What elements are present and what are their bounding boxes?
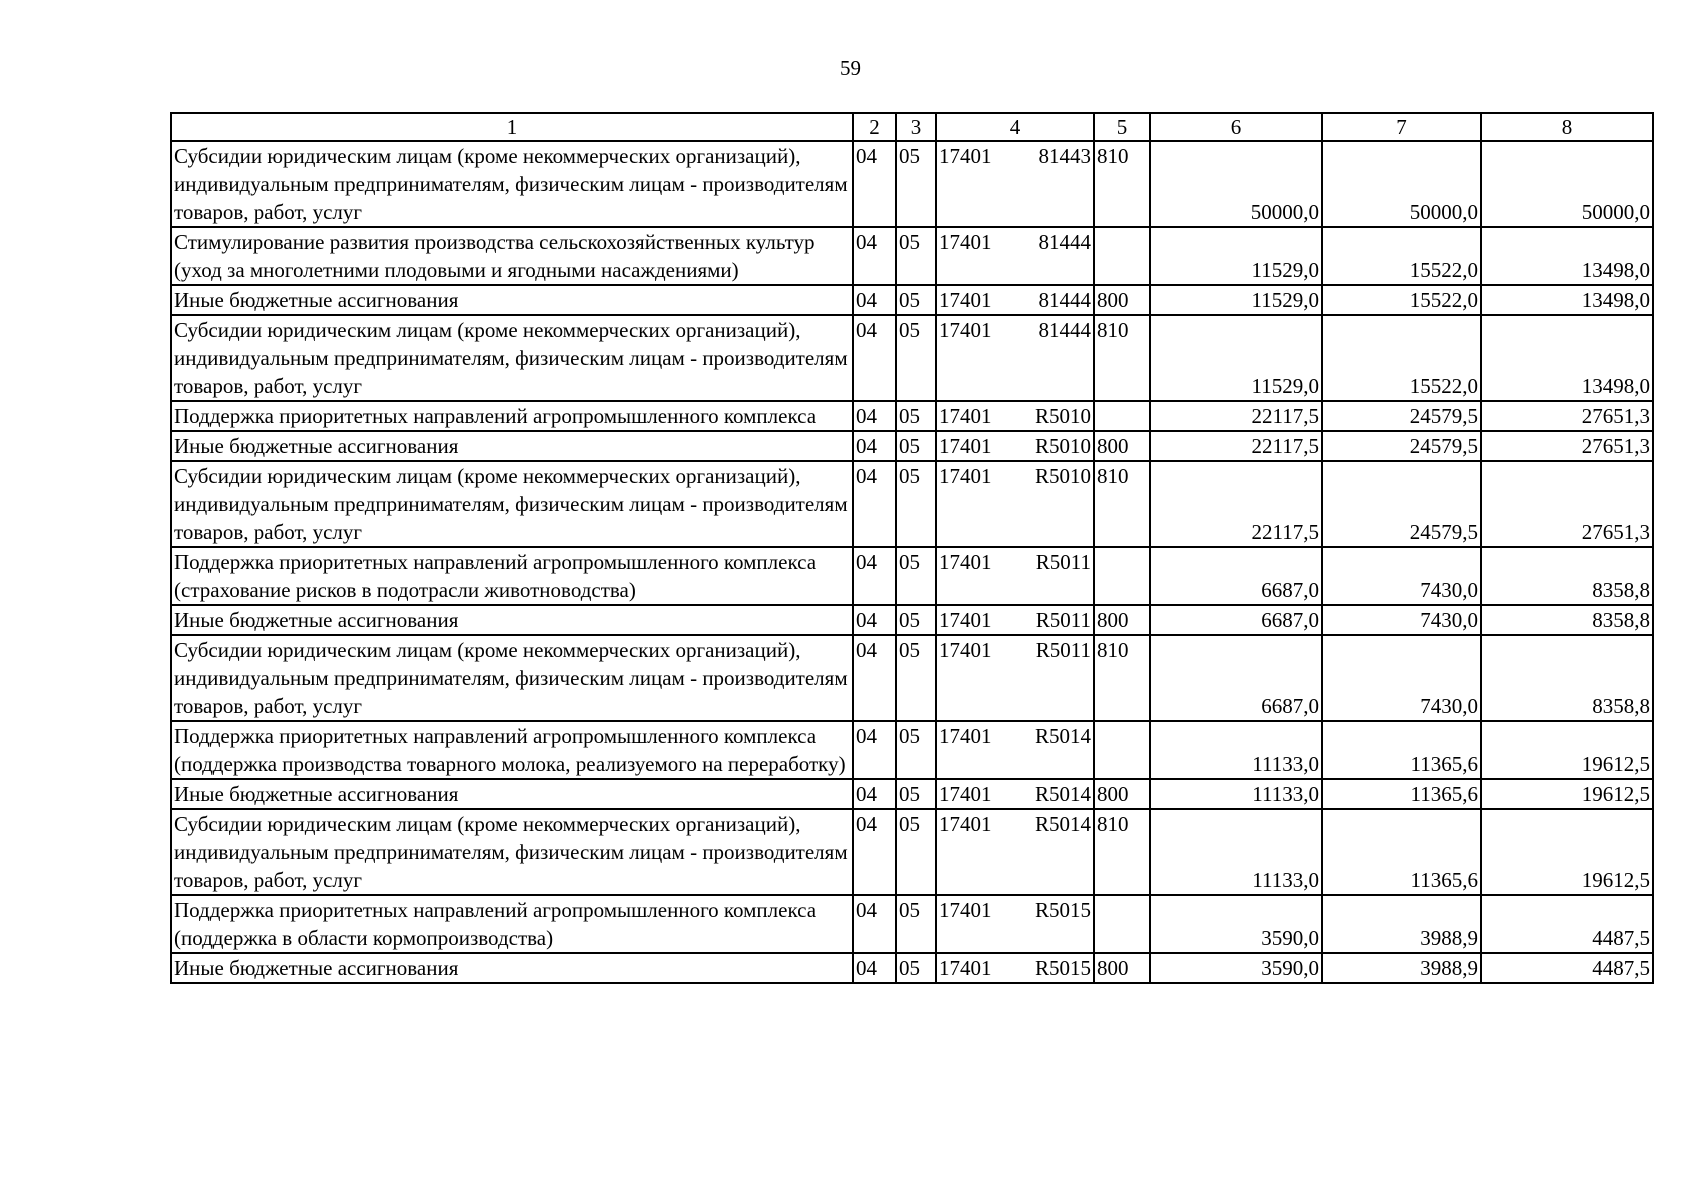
table-row (171, 895, 1653, 953)
row-description: Поддержка приоритетных направлений агропромышленного комплекса (страхование рисков в подотрасли животноводства) (171, 547, 853, 605)
code-expense-type: 800 (1094, 605, 1150, 635)
row-description: Иные бюджетные ассигнования (171, 953, 853, 983)
amount-year-2: 15522,0 (1322, 315, 1481, 401)
row-description: Стимулирование развития производства сельскохозяйственных культур (уход за многолетними плодовыми и ягодными насаждениями) (171, 227, 853, 285)
amount-year-1: 3590,0 (1150, 895, 1322, 953)
amount-year-1: 6687,0 (1150, 635, 1322, 721)
amount-year-2: 11365,6 (1322, 721, 1481, 779)
code-program: 17401 (939, 812, 992, 836)
table-row (171, 461, 1653, 547)
amount-year-1: 6687,0 (1150, 547, 1322, 605)
code-section: 04 (853, 141, 896, 227)
amount-year-3: 19612,5 (1481, 779, 1653, 809)
amount-year-3: 50000,0 (1481, 141, 1653, 227)
code-expense-type (1094, 227, 1150, 285)
code-expense-type (1094, 401, 1150, 431)
code-target-article (936, 895, 1094, 953)
table-row (171, 431, 1653, 461)
amount-year-2: 50000,0 (1322, 141, 1481, 227)
table-body (171, 141, 1653, 983)
table-row (171, 285, 1653, 315)
code-direction: 81444 (1038, 288, 1091, 312)
code-subsection: 05 (896, 635, 936, 721)
table-row (171, 401, 1653, 431)
row-description: Иные бюджетные ассигнования (171, 431, 853, 461)
code-target-article (936, 461, 1094, 547)
table-row (171, 635, 1653, 721)
code-direction: 81444 (1038, 318, 1091, 342)
code-expense-type: 800 (1094, 779, 1150, 809)
table-row (171, 605, 1653, 635)
amount-year-1: 11133,0 (1150, 809, 1322, 895)
code-section: 04 (853, 431, 896, 461)
row-description: Иные бюджетные ассигнования (171, 605, 853, 635)
table-row (171, 721, 1653, 779)
code-section: 04 (853, 315, 896, 401)
code-subsection: 05 (896, 721, 936, 779)
code-subsection: 05 (896, 809, 936, 895)
code-target-article (936, 401, 1094, 431)
table-row (171, 779, 1653, 809)
code-program: 17401 (939, 464, 992, 488)
amount-year-2: 7430,0 (1322, 635, 1481, 721)
header-cell: 6 (1150, 113, 1322, 141)
row-description: Иные бюджетные ассигнования (171, 285, 853, 315)
amount-year-1: 22117,5 (1150, 461, 1322, 547)
code-program: 17401 (939, 550, 992, 574)
code-section: 04 (853, 809, 896, 895)
code-expense-type: 810 (1094, 635, 1150, 721)
code-section: 04 (853, 605, 896, 635)
amount-year-2: 15522,0 (1322, 285, 1481, 315)
code-target-article (936, 809, 1094, 895)
amount-year-2: 7430,0 (1322, 547, 1481, 605)
row-description: Поддержка приоритетных направлений агропромышленного комплекса (поддержка производства товарного молока, реализуемого на переработку) (171, 721, 853, 779)
code-direction: R5010 (1034, 434, 1091, 458)
code-direction: R5011 (1035, 608, 1091, 632)
code-subsection: 05 (896, 315, 936, 401)
code-program: 17401 (939, 404, 992, 428)
code-subsection: 05 (896, 285, 936, 315)
code-section: 04 (853, 953, 896, 983)
header-cell: 7 (1322, 113, 1481, 141)
row-description: Иные бюджетные ассигнования (171, 779, 853, 809)
code-target-article (936, 141, 1094, 227)
amount-year-3: 4487,5 (1481, 953, 1653, 983)
code-subsection: 05 (896, 779, 936, 809)
amount-year-3: 13498,0 (1481, 315, 1653, 401)
amount-year-3: 4487,5 (1481, 895, 1653, 953)
amount-year-3: 27651,3 (1481, 431, 1653, 461)
code-section: 04 (853, 547, 896, 605)
code-expense-type: 800 (1094, 285, 1150, 315)
amount-year-1: 50000,0 (1150, 141, 1322, 227)
code-direction: R5011 (1035, 638, 1091, 662)
code-expense-type (1094, 547, 1150, 605)
row-description: Субсидии юридическим лицам (кроме некоммерческих организаций), индивидуальным предпринимателям, физическим лицам - производителям товаров, работ, услуг (171, 141, 853, 227)
amount-year-1: 11529,0 (1150, 315, 1322, 401)
code-subsection: 05 (896, 227, 936, 285)
code-program: 17401 (939, 956, 992, 980)
code-expense-type (1094, 895, 1150, 953)
code-target-article (936, 431, 1094, 461)
amount-year-3: 19612,5 (1481, 809, 1653, 895)
amount-year-3: 13498,0 (1481, 285, 1653, 315)
code-target-article (936, 227, 1094, 285)
amount-year-3: 8358,8 (1481, 635, 1653, 721)
amount-year-3: 27651,3 (1481, 401, 1653, 431)
code-subsection: 05 (896, 953, 936, 983)
code-program: 17401 (939, 144, 992, 168)
code-target-article (936, 547, 1094, 605)
amount-year-3: 27651,3 (1481, 461, 1653, 547)
amount-year-3: 13498,0 (1481, 227, 1653, 285)
row-description: Субсидии юридическим лицам (кроме некоммерческих организаций), индивидуальным предпринимателям, физическим лицам - производителям товаров, работ, услуг (171, 809, 853, 895)
amount-year-3: 8358,8 (1481, 547, 1653, 605)
code-target-article (936, 605, 1094, 635)
code-expense-type: 800 (1094, 431, 1150, 461)
amount-year-2: 7430,0 (1322, 605, 1481, 635)
code-program: 17401 (939, 230, 992, 254)
code-expense-type: 810 (1094, 141, 1150, 227)
code-direction: 81444 (1038, 230, 1091, 254)
table-row (171, 315, 1653, 401)
header-cell: 4 (936, 113, 1094, 141)
code-expense-type (1094, 721, 1150, 779)
code-subsection: 05 (896, 431, 936, 461)
amount-year-1: 22117,5 (1150, 401, 1322, 431)
code-direction: R5010 (1034, 404, 1091, 428)
code-section: 04 (853, 779, 896, 809)
code-section: 04 (853, 227, 896, 285)
amount-year-3: 8358,8 (1481, 605, 1653, 635)
code-expense-type: 800 (1094, 953, 1150, 983)
amount-year-1: 11133,0 (1150, 721, 1322, 779)
code-section: 04 (853, 895, 896, 953)
code-section: 04 (853, 401, 896, 431)
code-target-article (936, 635, 1094, 721)
code-subsection: 05 (896, 605, 936, 635)
code-program: 17401 (939, 782, 992, 806)
code-program: 17401 (939, 608, 992, 632)
header-row (171, 113, 1653, 141)
code-direction: R5014 (1034, 782, 1091, 806)
amount-year-2: 11365,6 (1322, 779, 1481, 809)
code-program: 17401 (939, 638, 992, 662)
code-section: 04 (853, 461, 896, 547)
code-program: 17401 (939, 898, 992, 922)
code-direction: 81443 (1038, 144, 1091, 168)
code-direction: R5010 (1034, 464, 1091, 488)
header-cell: 5 (1094, 113, 1150, 141)
table-row (171, 227, 1653, 285)
page-number: 59 (840, 56, 861, 80)
code-subsection: 05 (896, 141, 936, 227)
code-expense-type: 810 (1094, 809, 1150, 895)
code-target-article (936, 285, 1094, 315)
row-description: Субсидии юридическим лицам (кроме некоммерческих организаций), индивидуальным предпринимателям, физическим лицам - производителям товаров, работ, услуг (171, 461, 853, 547)
code-direction: R5011 (1035, 550, 1091, 574)
code-target-article (936, 779, 1094, 809)
table-row (171, 953, 1653, 983)
amount-year-2: 3988,9 (1322, 953, 1481, 983)
code-program: 17401 (939, 288, 992, 312)
header-cell: 3 (896, 113, 936, 141)
code-direction: R5014 (1034, 724, 1091, 748)
amount-year-2: 24579,5 (1322, 401, 1481, 431)
code-direction: R5014 (1034, 812, 1091, 836)
code-direction: R5015 (1034, 956, 1091, 980)
amount-year-2: 11365,6 (1322, 809, 1481, 895)
code-target-article (936, 953, 1094, 983)
code-section: 04 (853, 285, 896, 315)
header-cell: 8 (1481, 113, 1653, 141)
code-subsection: 05 (896, 547, 936, 605)
code-target-article (936, 721, 1094, 779)
code-program: 17401 (939, 434, 992, 458)
budget-table (170, 112, 1654, 984)
code-direction: R5015 (1034, 898, 1091, 922)
table-row (171, 547, 1653, 605)
header-cell: 1 (171, 113, 853, 141)
code-expense-type: 810 (1094, 461, 1150, 547)
amount-year-1: 6687,0 (1150, 605, 1322, 635)
code-section: 04 (853, 721, 896, 779)
row-description: Поддержка приоритетных направлений агропромышленного комплекса (поддержка в области кормопроизводства) (171, 895, 853, 953)
code-subsection: 05 (896, 401, 936, 431)
amount-year-2: 3988,9 (1322, 895, 1481, 953)
code-subsection: 05 (896, 895, 936, 953)
amount-year-2: 24579,5 (1322, 461, 1481, 547)
row-description: Субсидии юридическим лицам (кроме некоммерческих организаций), индивидуальным предпринимателям, физическим лицам - производителям товаров, работ, услуг (171, 315, 853, 401)
code-subsection: 05 (896, 461, 936, 547)
code-target-article (936, 315, 1094, 401)
amount-year-3: 19612,5 (1481, 721, 1653, 779)
code-expense-type: 810 (1094, 315, 1150, 401)
code-section: 04 (853, 635, 896, 721)
amount-year-1: 11529,0 (1150, 227, 1322, 285)
row-description: Субсидии юридическим лицам (кроме некоммерческих организаций), индивидуальным предпринимателям, физическим лицам - производителям товаров, работ, услуг (171, 635, 853, 721)
amount-year-1: 11529,0 (1150, 285, 1322, 315)
amount-year-2: 15522,0 (1322, 227, 1481, 285)
amount-year-1: 11133,0 (1150, 779, 1322, 809)
amount-year-1: 22117,5 (1150, 431, 1322, 461)
row-description: Поддержка приоритетных направлений агропромышленного комплекса (171, 401, 853, 431)
code-program: 17401 (939, 724, 992, 748)
code-program: 17401 (939, 318, 992, 342)
amount-year-1: 3590,0 (1150, 953, 1322, 983)
table-row (171, 809, 1653, 895)
amount-year-2: 24579,5 (1322, 431, 1481, 461)
header-cell: 2 (853, 113, 896, 141)
table-row (171, 141, 1653, 227)
